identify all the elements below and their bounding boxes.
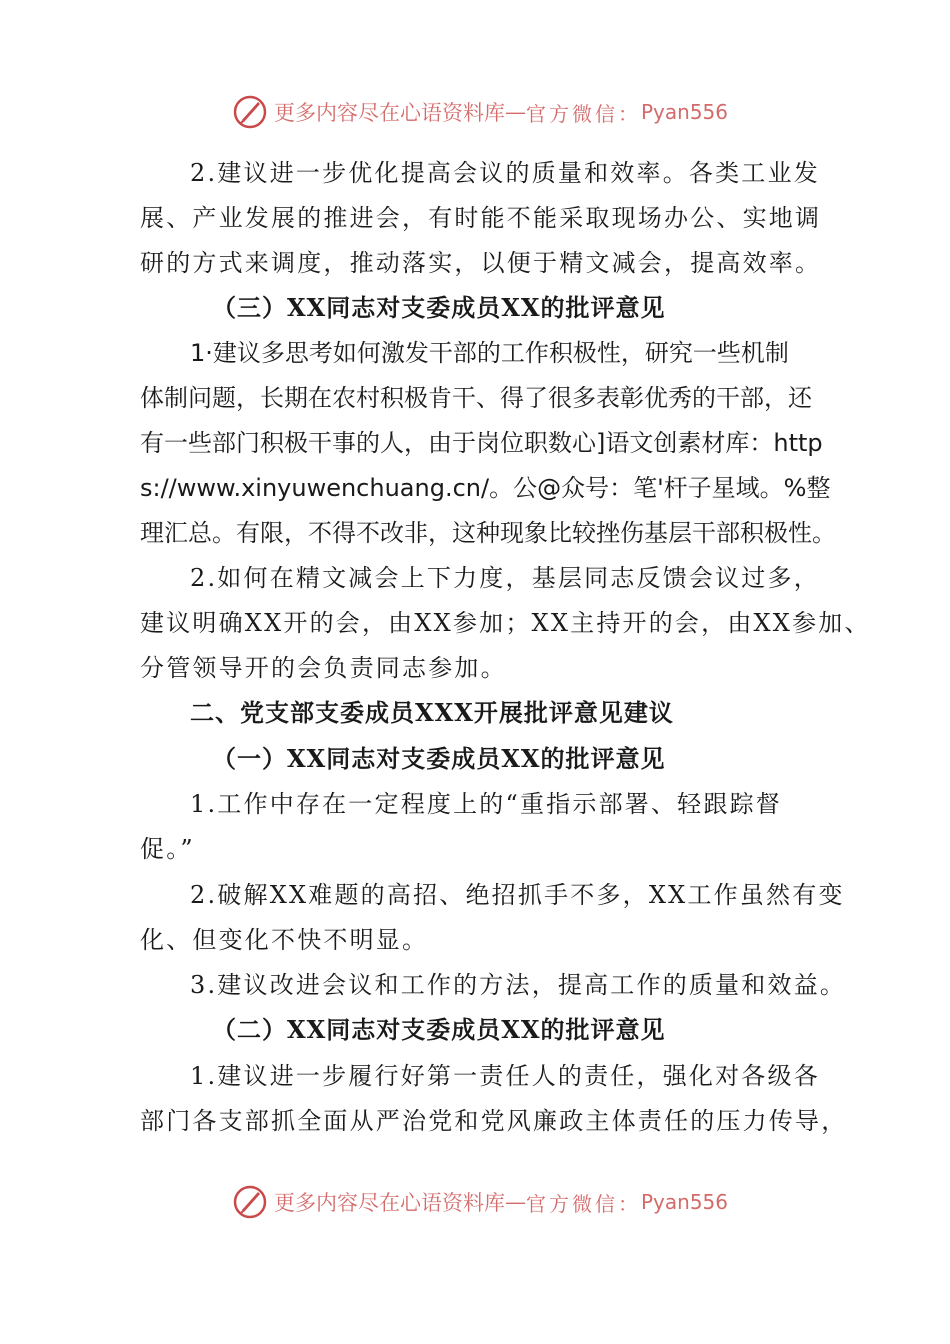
paragraph-line: 分管领导开的会负责同志参加。 — [140, 654, 507, 682]
paragraph-line: 展、产业发展的推进会，有时能不能采取现场办公、实地调 — [140, 204, 822, 232]
brand-name: 更多内容尽在心语资料库 — [274, 1191, 505, 1215]
paragraph-line: s://www.xinyuwenchuang.cn/。公@众号：笔'杆子星域。%整 — [140, 474, 831, 502]
paragraph-line: 3.建议改进会议和工作的方法，提高工作的质量和效益。 — [190, 971, 847, 999]
paragraph-line: 2.建议进一步优化提高会议的质量和效率。各类工业发 — [190, 159, 820, 187]
paragraph-line: 体制问题，长期在农村积极肯干、得了很多表彰优秀的干部，还 — [140, 384, 812, 412]
section-heading: （二）XX同志对支委成员XX的批评意见 — [212, 1015, 666, 1044]
paragraph-line: 1·建议多思考如何激发干部的工作积极性，研究一些机制 — [190, 339, 789, 367]
brand-name: 更多内容尽在心语资料库 — [274, 101, 505, 125]
section-heading: 二、党支部支委成员XXX开展批评意见建议 — [190, 698, 674, 727]
paragraph-line: 建议明确XX开的会，由XX参加；XX主持开的会，由XX参加、 — [140, 609, 871, 637]
banner-dash: — — [505, 1190, 526, 1214]
paragraph-line: 1.工作中存在一定程度上的“重指示部署、轻跟踪督 — [190, 790, 782, 818]
official-wechat-label: 官方微信： — [526, 1191, 641, 1216]
quill-logo-icon — [232, 94, 268, 130]
paragraph-line: 有一些部门积极干事的人，由于岗位职数心]语文创素材库：http — [140, 429, 823, 457]
quill-logo-icon — [232, 1184, 268, 1220]
banner-dash: — — [505, 100, 526, 124]
paragraph-line: 1.建议进一步履行好第一责任人的责任，强化对各级各 — [190, 1062, 820, 1090]
section-heading: （三）XX同志对支委成员XX的批评意见 — [212, 293, 666, 322]
paragraph-line: 理汇总。有限，不得不改非，这种现象比较挫伤基层干部积极性。 — [140, 519, 836, 547]
paragraph-line: 促。” — [140, 835, 195, 863]
wechat-id: Pyan556 — [641, 100, 729, 124]
header-watermark-banner — [232, 92, 728, 132]
wechat-id: Pyan556 — [641, 1190, 729, 1214]
paragraph-line: 研的方式来调度，推动落实，以便于精文减会，提高效率。 — [140, 249, 822, 277]
official-wechat-label: 官方微信： — [526, 101, 641, 126]
paragraph-line: 化、但变化不快不明显。 — [140, 926, 429, 954]
paragraph-line: 部门各支部抓全面从严治党和党风廉政主体责任的压力传导， — [140, 1107, 848, 1135]
section-heading: （一）XX同志对支委成员XX的批评意见 — [212, 744, 666, 773]
footer-watermark-banner — [232, 1182, 728, 1222]
paragraph-line: 2.破解XX难题的高招、绝招抓手不多，XX工作虽然有变 — [190, 881, 845, 909]
paragraph-line: 2.如何在精文减会上下力度，基层同志反馈会议过多， — [190, 564, 820, 592]
